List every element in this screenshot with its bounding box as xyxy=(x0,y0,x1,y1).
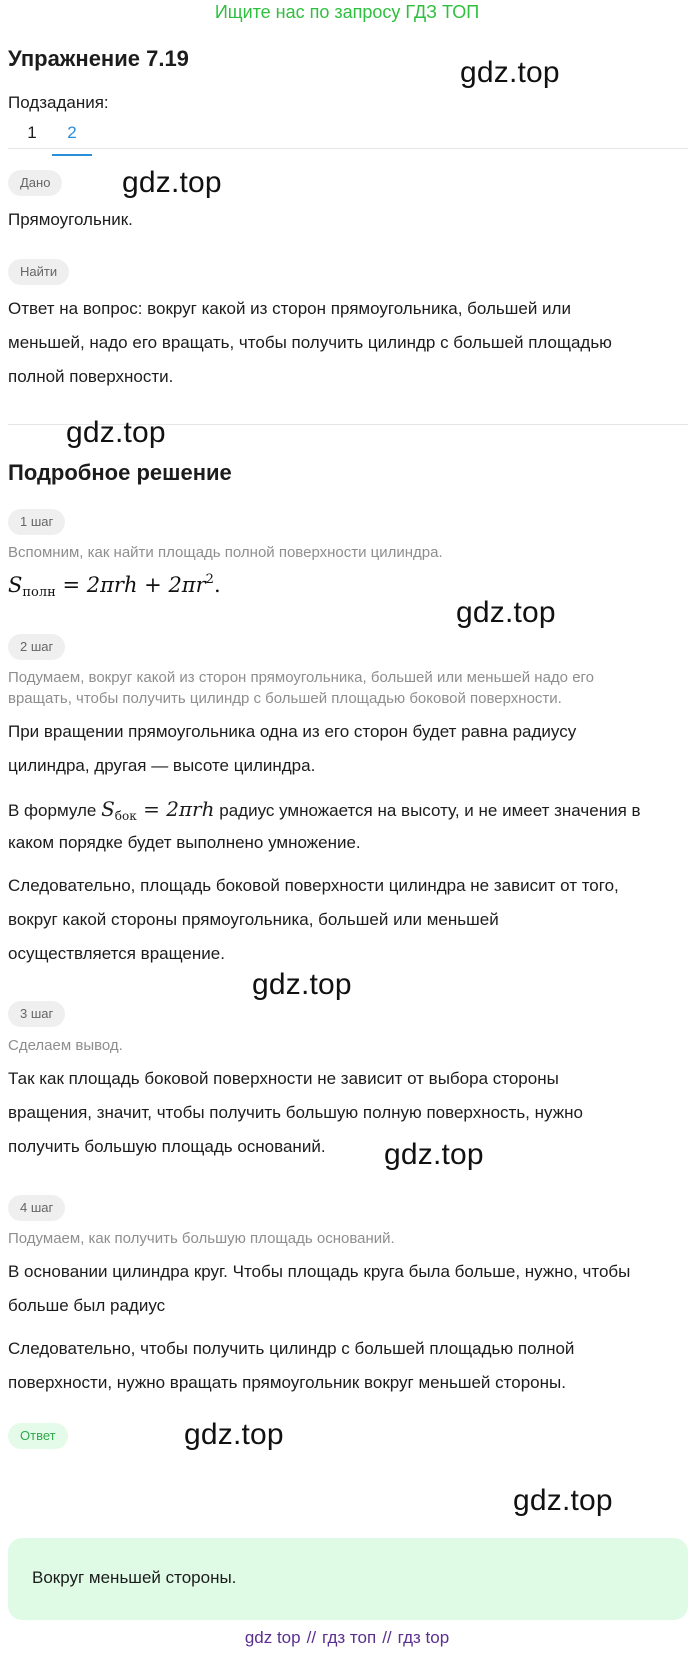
find-text-line: меньшей, надо его вращать, чтобы получить цилиндр с большей площадью xyxy=(8,333,612,352)
formula-subscript: бок xyxy=(114,809,137,823)
step-1-hint: Вспомним, как найти площадь полной поверхности цилиндра. xyxy=(8,544,443,561)
divider xyxy=(8,148,688,149)
answer-text: Вокруг меньшей стороны. xyxy=(32,1568,237,1587)
footer-links xyxy=(0,1628,694,1648)
watermark: gdz.top xyxy=(456,596,556,629)
answer-badge: Ответ xyxy=(8,1423,68,1449)
step-1-badge: 1 шаг xyxy=(8,509,65,535)
watermark: gdz.top xyxy=(122,166,222,199)
watermark: gdz.top xyxy=(460,56,560,89)
step-2-badge: 2 шаг xyxy=(8,634,65,660)
formula-rhs: = 2πrh xyxy=(136,797,215,821)
step-2-text-line: вокруг какой стороны прямоугольника, большей или меньшей xyxy=(8,910,499,929)
step-4-text-line: В основании цилиндра круг. Чтобы площадь круга была больше, нужно, чтобы xyxy=(8,1262,631,1281)
watermark: gdz.top xyxy=(252,968,352,1001)
watermark: gdz.top xyxy=(66,416,166,449)
step-2-text-line: цилиндра, другая — высоте цилиндра. xyxy=(8,756,316,775)
step-3-badge: 3 шаг xyxy=(8,1001,65,1027)
formula-rhs: = 2πrh + 2πr xyxy=(62,573,206,597)
formula-symbol: S xyxy=(8,573,23,597)
formula-symbol: S xyxy=(101,797,115,821)
solution-heading: Подробное решение xyxy=(8,460,232,485)
step-2-text-line: каком порядке будет выполнено умножение. xyxy=(8,833,361,852)
step-4-badge: 4 шаг xyxy=(8,1195,65,1221)
lateral-surface-formula xyxy=(101,797,214,821)
footer-separator: // xyxy=(306,1628,317,1647)
step-2-text-line: Следовательно, площадь боковой поверхности цилиндра не зависит от того, xyxy=(8,876,619,895)
step-2-hint: вращать, чтобы получить цилиндр с большей площадью боковой поверхности. xyxy=(8,690,562,707)
formula-end: . xyxy=(213,573,221,597)
find-text-line: полной поверхности. xyxy=(8,367,174,386)
given-badge: Дано xyxy=(8,170,62,196)
find-badge: Найти xyxy=(8,259,69,285)
step-3-text-line: получить большую площадь оснований. xyxy=(8,1137,326,1156)
footer-link-gdz-top[interactable]: gdz top xyxy=(244,1628,301,1647)
given-text: Прямоугольник. xyxy=(8,210,133,229)
tab-subtask-2[interactable]: 2 xyxy=(52,118,92,156)
subtask-tabs xyxy=(8,118,688,156)
watermark: gdz.top xyxy=(384,1138,484,1171)
text-fragment: радиус умножается на высоту, и не имеет значения в xyxy=(214,801,641,820)
full-surface-formula xyxy=(8,572,221,600)
step-4-text-line: больше был радиус xyxy=(8,1296,166,1315)
step-3-hint: Сделаем вывод. xyxy=(8,1037,123,1054)
step-4-text-line: Следовательно, чтобы получить цилиндр с большей площадью полной xyxy=(8,1339,575,1358)
formula-power: 2 xyxy=(205,572,214,587)
footer-separator: // xyxy=(382,1628,392,1647)
search-banner: Ищите нас по запросу ГДЗ ТОП xyxy=(214,2,480,22)
step-3-text-line: вращения, значит, чтобы получить большую полную поверхность, нужно xyxy=(8,1103,583,1122)
formula-subscript: полн xyxy=(22,585,56,600)
step-2-text-line: осуществляется вращение. xyxy=(8,944,225,963)
page-title: Упражнение 7.19 xyxy=(8,46,189,71)
find-text-line: Ответ на вопрос: вокруг какой из сторон прямоугольника, большей или xyxy=(8,299,571,318)
watermark: gdz.top xyxy=(184,1418,284,1451)
tab-subtask-1[interactable]: 1 xyxy=(27,123,37,142)
step-2-text-line: При вращении прямоугольника одна из его сторон будет равна радиусу xyxy=(8,722,577,741)
step-2-hint: Подумаем, вокруг какой из сторон прямоугольника, большей или меньшей надо его xyxy=(8,669,595,686)
footer-link-gdz-top-ru[interactable]: гдз топ xyxy=(322,1628,377,1647)
text-fragment: В формуле xyxy=(8,801,102,820)
step-4-hint: Подумаем, как получить большую площадь оснований. xyxy=(8,1230,395,1247)
step-3-text-line: Так как площадь боковой поверхности не зависит от выбора стороны xyxy=(8,1069,559,1088)
watermark: gdz.top xyxy=(513,1484,613,1517)
footer-link-gdz-top-mixed[interactable]: гдз top xyxy=(397,1628,450,1647)
subtasks-label: Подзадания: xyxy=(8,93,109,112)
step-4-text-line: поверхности, нужно вращать прямоугольник вокруг меньшей стороны. xyxy=(8,1373,566,1392)
